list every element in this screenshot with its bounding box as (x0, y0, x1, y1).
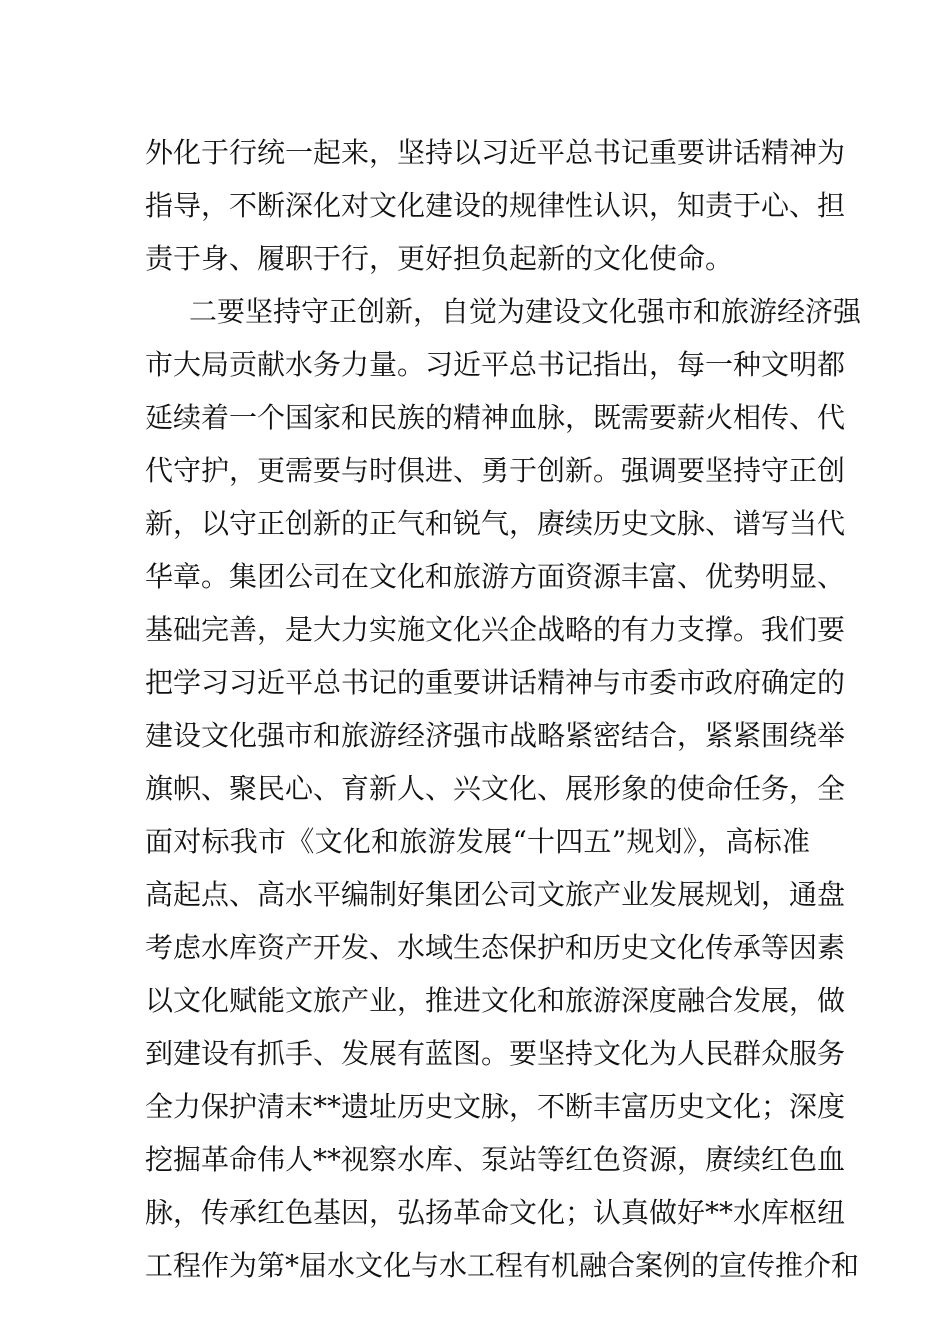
text-line: 市大局贡献水务力量。习近平总书记指出，每一种文明都 (145, 348, 846, 381)
text-line: 以文化赋能文旅产业，推进文化和旅游深度融合发展，做 (145, 984, 846, 1017)
text-line: 到建设有抓手、发展有蓝图。要坚持文化为人民群众服务 (145, 1037, 846, 1070)
text-line: 把学习习近平总书记的重要讲话精神与市委市政府确定的 (145, 666, 846, 699)
text-line: 代守护，更需要与时俱进、勇于创新。强调要坚持守正创 (145, 454, 846, 487)
text-line: 面对标我市《文化和旅游发展“十四五”规划》，高标准 (145, 825, 810, 858)
text-line: 基础完善，是大力实施文化兴企战略的有力支撑。我们要 (145, 613, 846, 646)
text-line: 华章。集团公司在文化和旅游方面资源丰富、优势明显、 (145, 560, 846, 593)
text-line: 建设文化强市和旅游经济强市战略紧密结合，紧紧围绕举 (145, 719, 846, 752)
text-line: 考虑水库资产开发、水域生态保护和历史文化传承等因素 (145, 931, 846, 964)
text-line: 工程作为第*届水文化与水工程有机融合案例的宣传推介和 (145, 1249, 860, 1282)
text-line: 新，以守正创新的正气和锐气，赓续历史文脉、谱写当代 (145, 507, 846, 540)
paragraph-2 (145, 285, 862, 1292)
text-line: 旗帜、聚民心、育新人、兴文化、展形象的使命任务，全 (145, 772, 846, 805)
text-line: 挖掘革命伟人**视察水库、泵站等红色资源，赓续红色血 (145, 1143, 846, 1176)
text-line: 脉，传承红色基因，弘扬革命文化；认真做好**水库枢纽 (145, 1196, 846, 1229)
text-line: 高起点、高水平编制好集团公司文旅产业发展规划，通盘 (145, 878, 846, 911)
paragraph-1 (145, 126, 846, 285)
body-text (145, 126, 862, 1292)
text-line: 外化于行统一起来，坚持以习近平总书记重要讲话精神为 (145, 136, 846, 169)
text-line: 二要坚持守正创新，自觉为建设文化强市和旅游经济强 (189, 295, 862, 328)
text-line: 延续着一个国家和民族的精神血脉，既需要薪火相传、代 (145, 401, 846, 434)
text-line: 责于身、履职于行，更好担负起新的文化使命。 (145, 242, 734, 275)
text-line: 全力保护清末**遗址历史文脉，不断丰富历史文化；深度 (145, 1090, 846, 1123)
text-line: 指导，不断深化对文化建设的规律性认识，知责于心、担 (145, 189, 846, 222)
